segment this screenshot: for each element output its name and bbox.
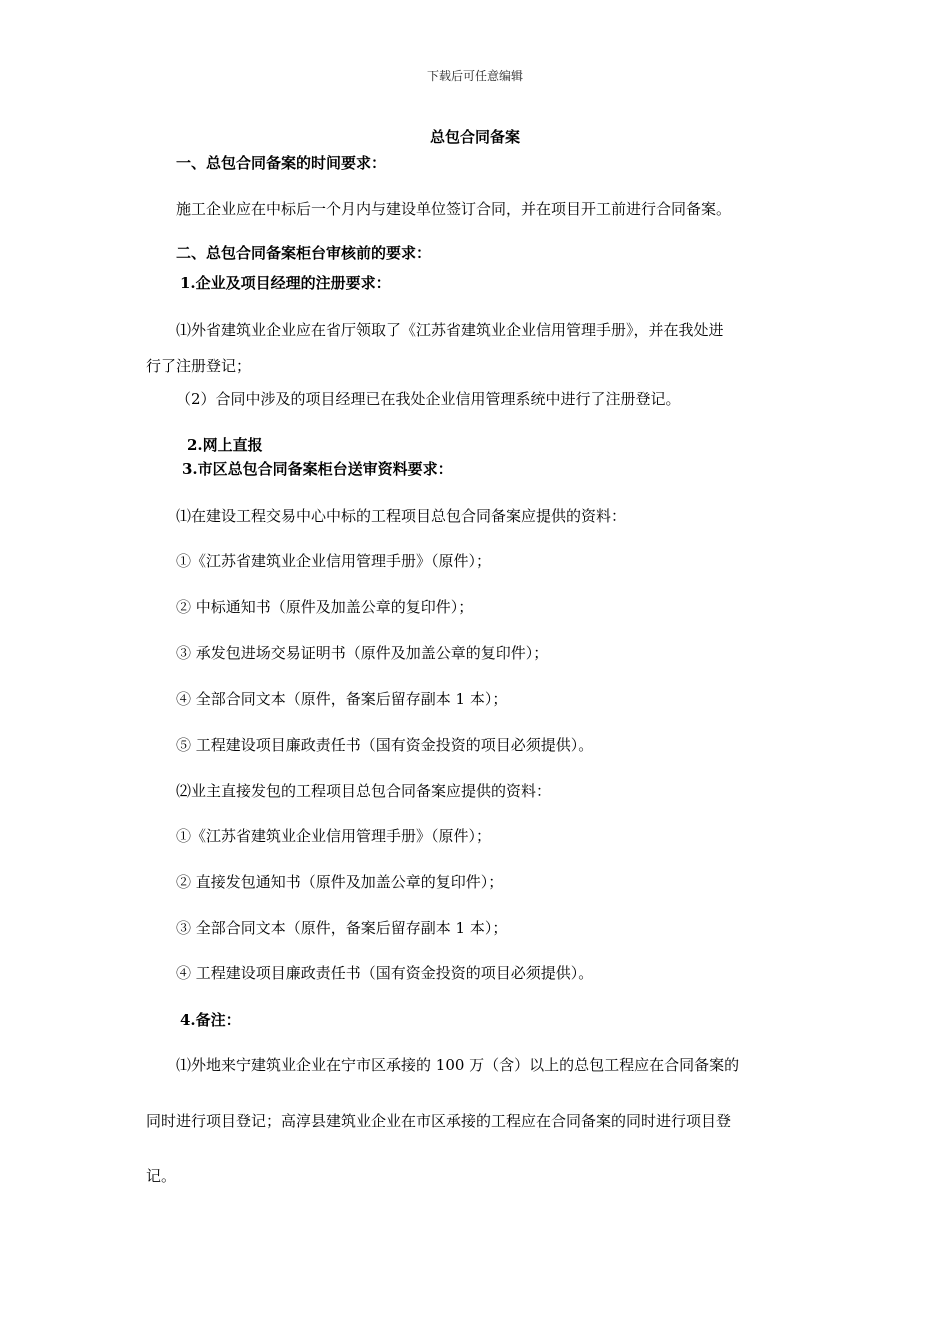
group2-item: ④ 工程建设项目廉政责任书（国有资金投资的项目必须提供）。 — [176, 964, 594, 982]
sub4-line1: ⑴外地来宁建筑业企业在宁市区承接的 100 万（含）以上的总包工程应在合同备案的 — [176, 1056, 740, 1074]
group1-item: ⑤ 工程建设项目廉政责任书（国有资金投资的项目必须提供）。 — [176, 736, 594, 754]
section2-heading: 二、总包合同备案柜台审核前的要求： — [176, 244, 432, 262]
group2-intro: ⑵业主直接发包的工程项目总包合同备案应提供的资料： — [176, 782, 552, 800]
section1-text: 施工企业应在中标后一个月内与建设单位签订合同，并在项目开工前进行合同备案。 — [176, 200, 732, 218]
sub3-heading: 3.市区总包合同备案柜台送审资料要求： — [182, 460, 453, 478]
group1-item: ② 中标通知书（原件及加盖公章的复印件）； — [176, 598, 474, 616]
document-title: 总包合同备案 — [429, 128, 520, 146]
sub4-line3: 记。 — [146, 1167, 177, 1185]
group2-item: ② 直接发包通知书（原件及加盖公章的复印件）； — [176, 873, 504, 891]
sub1-heading: 1.企业及项目经理的注册要求： — [180, 274, 391, 292]
sub1-paragraph2: （2）合同中涉及的项目经理已在我处企业信用管理系统中进行了注册登记。 — [176, 390, 681, 408]
group1-item: ④ 全部合同文本（原件，备案后留存副本 1 本）； — [176, 690, 508, 708]
page-header: 下载后可任意编辑 — [426, 69, 523, 83]
group2-item: ③ 全部合同文本（原件，备案后留存副本 1 本）； — [176, 919, 508, 937]
group1-item: ①《江苏省建筑业企业信用管理手册》（原件）； — [176, 552, 492, 570]
sub2-heading: 2.网上直报 — [187, 436, 263, 454]
sub1-paragraph1-line2: 行了注册登记； — [146, 357, 252, 375]
sub1-paragraph1-line1: ⑴外省建筑业企业应在省厅领取了《江苏省建筑业企业信用管理手册》，并在我处进 — [176, 321, 724, 339]
group1-item: ③ 承发包进场交易证明书（原件及加盖公章的复印件）； — [176, 644, 549, 662]
group1-intro: ⑴在建设工程交易中心中标的工程项目总包合同备案应提供的资料： — [176, 507, 627, 525]
section1-heading: 一、总包合同备案的时间要求： — [176, 154, 387, 172]
sub4-heading: 4.备注： — [180, 1011, 241, 1029]
group2-item: ①《江苏省建筑业企业信用管理手册》（原件）； — [176, 827, 492, 845]
sub4-line2: 同时进行项目登记；高淳县建筑业企业在市区承接的工程应在合同备案的同时进行项目登 — [146, 1112, 732, 1130]
